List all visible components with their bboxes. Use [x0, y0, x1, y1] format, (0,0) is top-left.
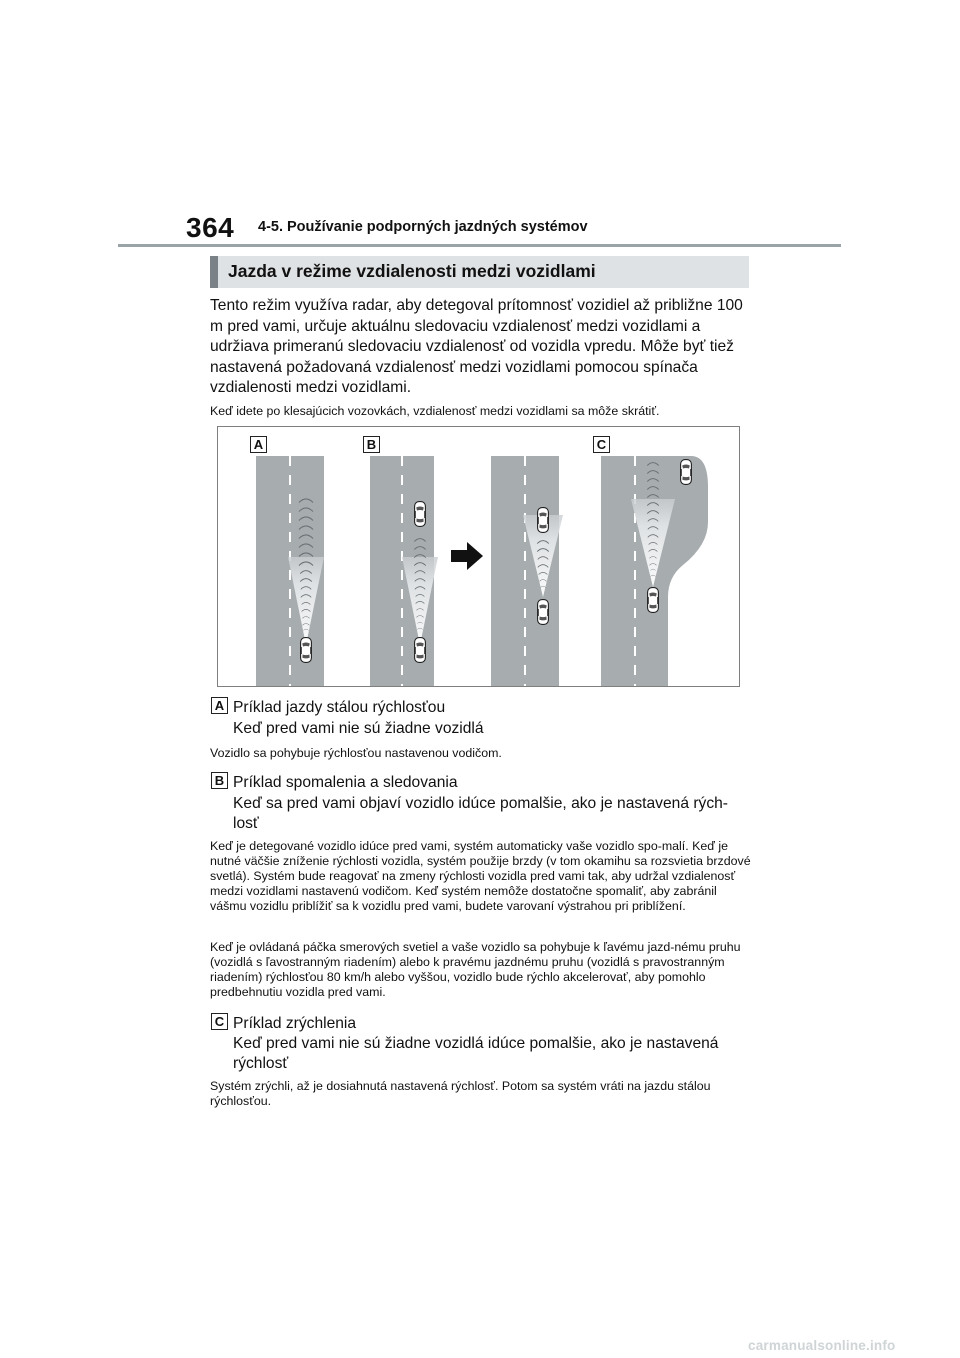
own-car-c [648, 588, 659, 613]
merging-car-c [681, 460, 692, 485]
own-car-a [301, 638, 312, 663]
item-c-title: Príklad zrýchlenia [233, 1015, 357, 1032]
item-b-subtitle: Keď sa pred vami objaví vozidlo idúce pomalšie, ako je nastavená rých-losť [233, 795, 728, 832]
section-heading [210, 256, 749, 288]
figure-label-c: C [593, 436, 610, 453]
item-b-letter: B [211, 772, 228, 789]
item-b-note-2: Keď je ovládaná páčka smerových svetiel a vaše vozidlo sa pohybuje k ľavému jazd-nému pruhu (vozidlá s ľavostranným riadením) alebo k pravému jazdnému pruhu (vozidlá s pravostranným riadením) rýchlosťou 80 km/h alebo vyššou, vozidlo bude rýchlo akcelerovať, aby pomohlo predbehnutiu vozidla pred vami. [210, 940, 741, 999]
figure-label-b: B [363, 436, 380, 453]
section-heading-text: Jazda v režime vzdialenosti medzi vozidlami [228, 261, 596, 281]
roads-diagram [218, 427, 740, 687]
chapter-title: 4-5. Používanie podporných jazdných systémov [258, 219, 588, 235]
item-a-subtitle: Keď pred vami nie sú žiadne vozidlá [233, 720, 484, 737]
item-c-subtitle: Keď pred vami nie sú žiadne vozidlá idúce pomalšie, ako je nastavená rýchlosť [233, 1035, 719, 1072]
own-car-b-result [538, 600, 549, 625]
item-b-note-1: Keď je detegované vozidlo idúce pred vami, systém automaticky vaše vozidlo spo-malí. Keď je nutné väčšie zníženie rýchlosti vozidla, systém použije brzdy (v tom okamihu sa rozsvietia brzdové svetlá). Systém bude reagovať na zmeny rýchlosti vozidla pred vami tak, aby udržal vzdialenosť medzi vozidlami nastavenú vodičom. Keď systém nemôže dostatočne spomaliť, aby zabránil vášmu vozidlu priblížiť sa k vozidlu pred vami, budete varovaní výstrahou pri priblížení. [210, 839, 751, 913]
downhill-note: Keď idete po klesajúcich vozovkách, vzdialenosť medzi vozidlami sa môže skrátiť. [210, 404, 660, 418]
item-a-note: Vozidlo sa pohybuje rýchlosťou nastavenou vodičom. [210, 746, 502, 760]
intro-paragraph: Tento režim využíva radar, aby detegoval prítomnosť vozidiel až približne 100 m pred vami, určuje aktuálnu sledovaciu vzdialenosť medzi vozidlami a udržiava primeranú sledovaciu vzdialenosť od vozidla vpredu. Môže byť tiež nastavená požadovaná vzdialenosť medzi vozidlami pomocou spínača vzdialenosti medzi vozidlami. [210, 297, 743, 396]
lead-car-b-result [538, 508, 549, 533]
item-c-letter: C [211, 1013, 228, 1030]
lead-car-b [415, 502, 426, 527]
transition-arrow [451, 542, 483, 570]
page-number: 364 [186, 212, 235, 243]
item-a-title: Príklad jazdy stálou rýchlosťou [233, 699, 446, 716]
item-b-title: Príklad spomalenia a sledovania [233, 774, 458, 791]
own-car-b [415, 638, 426, 663]
radar-illustration [217, 426, 740, 687]
item-a-letter: A [211, 697, 228, 714]
header-rule [118, 244, 841, 247]
watermark: carmanualsonline.info [748, 1338, 896, 1353]
figure-label-a: A [250, 436, 267, 453]
item-c-note: Systém zrýchli, až je dosiahnutá nastavená rýchlosť. Potom sa systém vráti na jazdu stálou rýchlosťou. [210, 1079, 711, 1108]
